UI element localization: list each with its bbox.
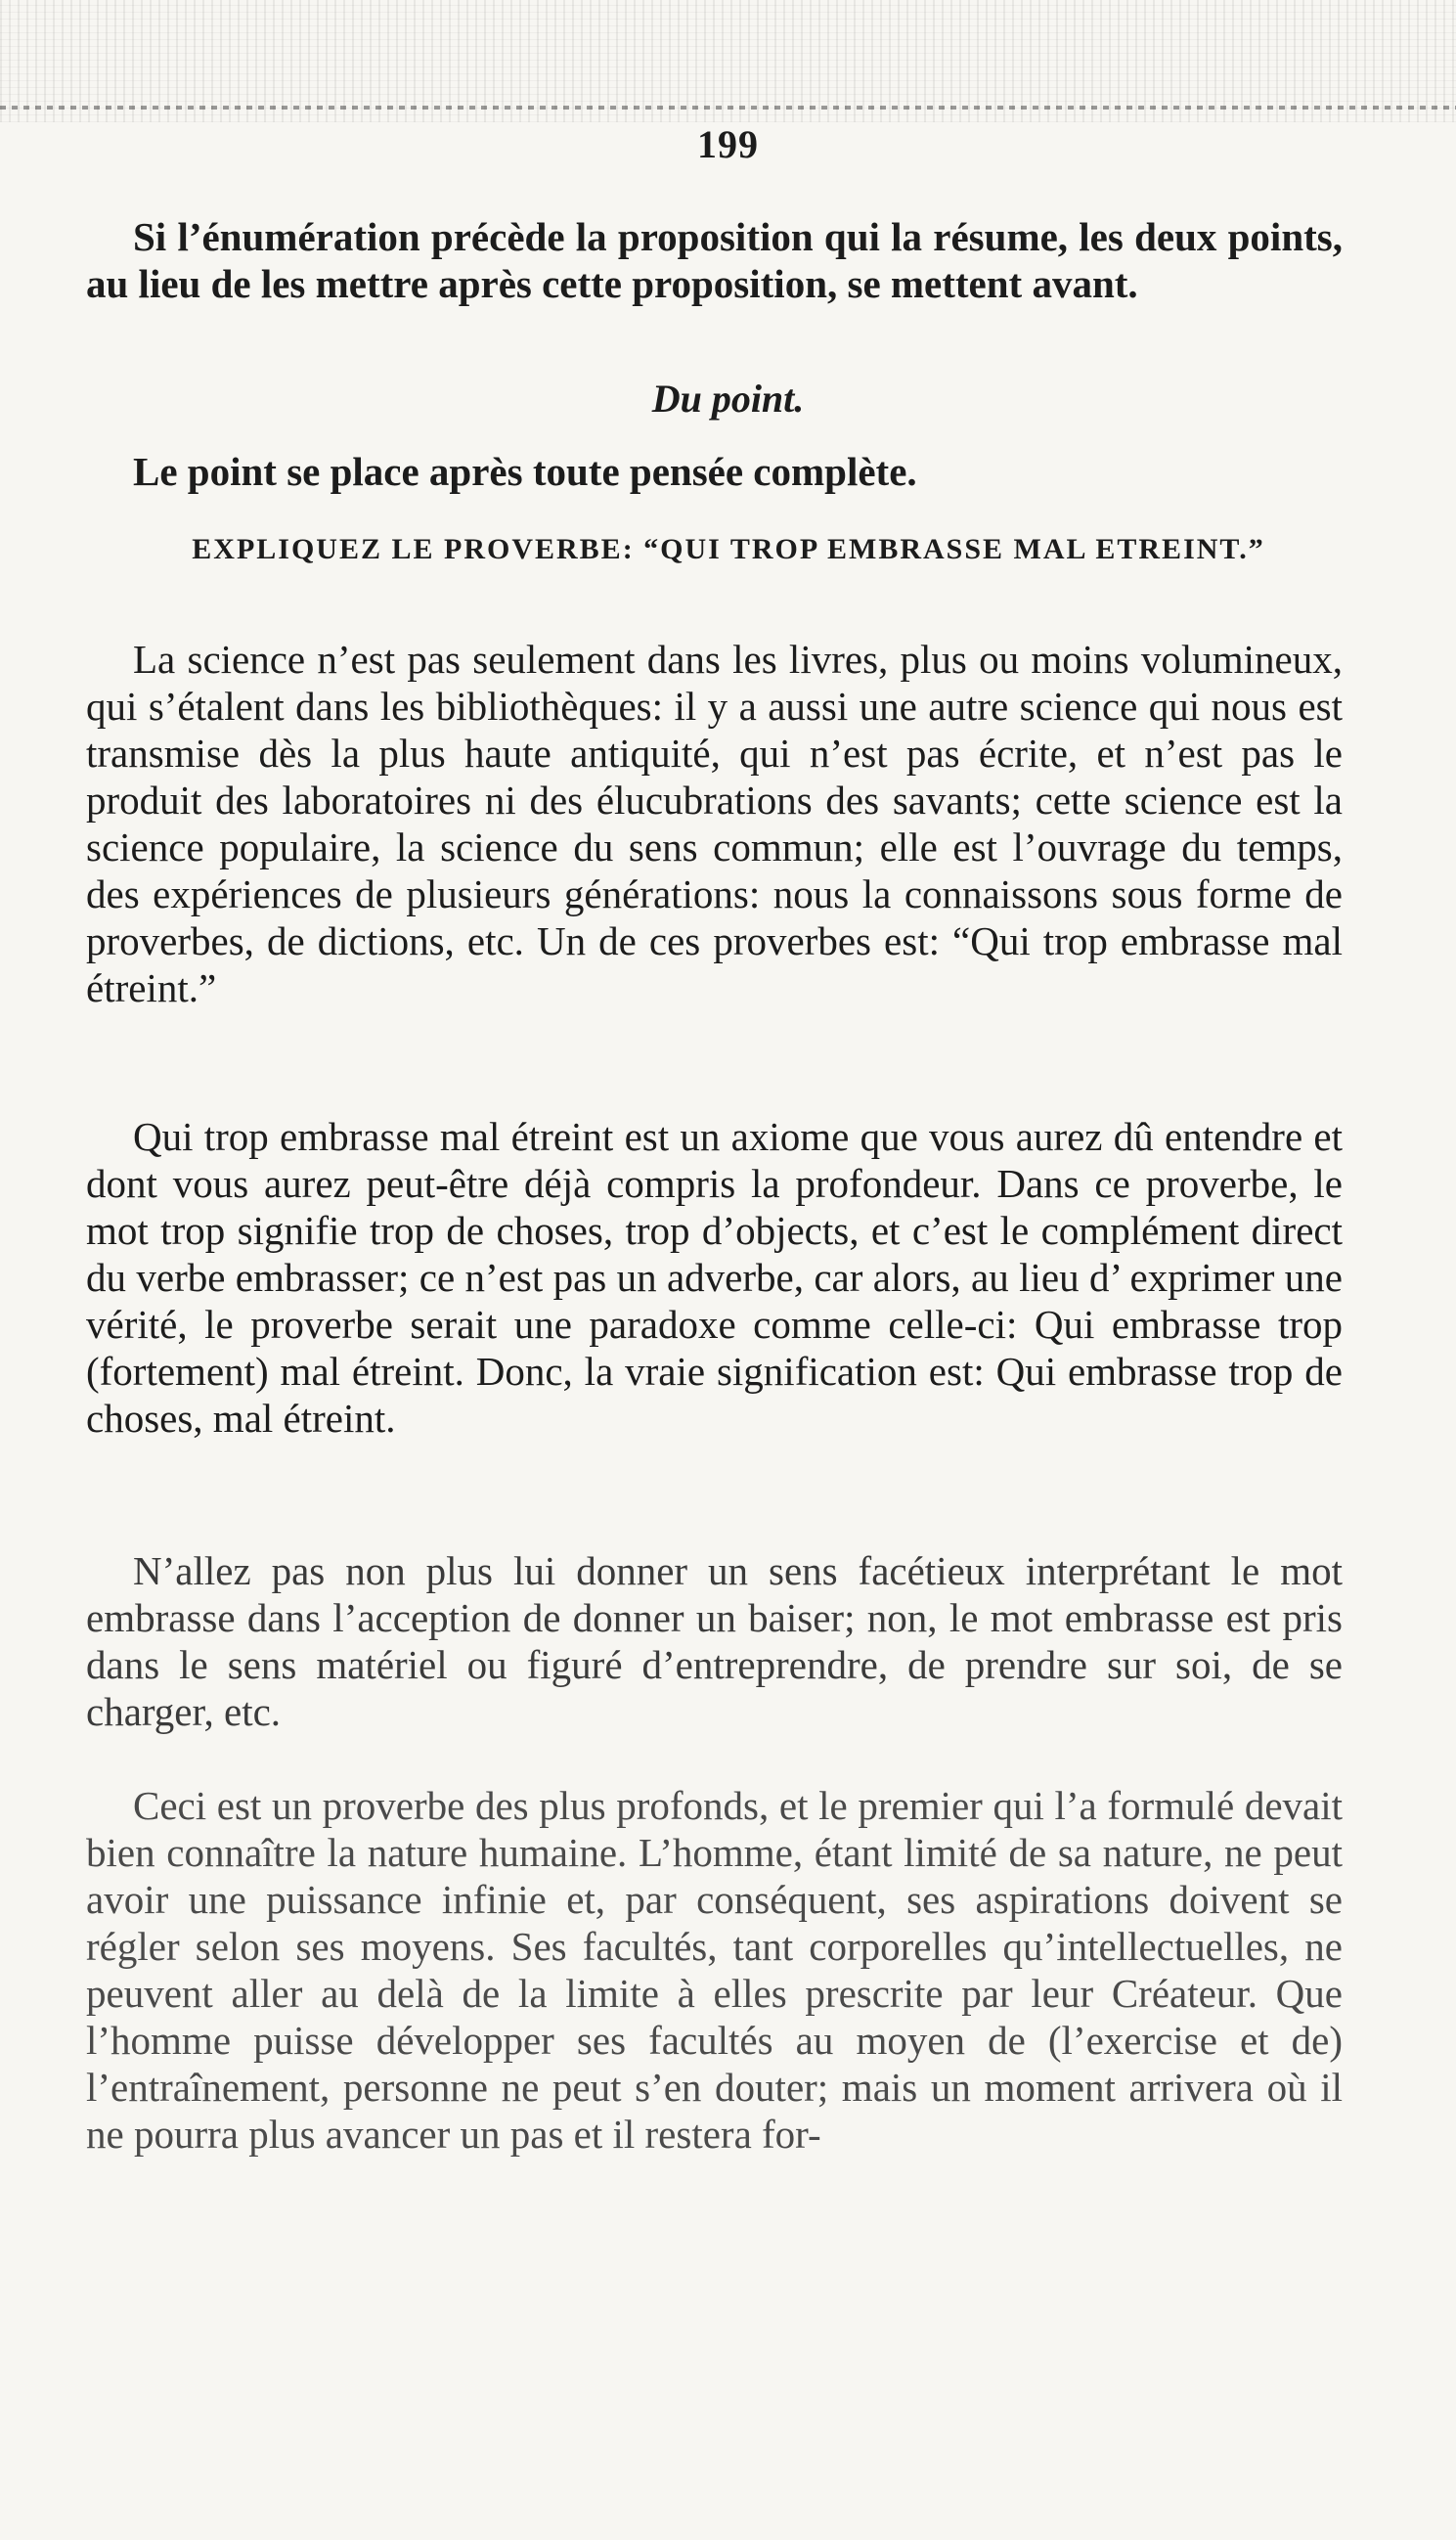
paragraph-axiome: Qui trop embrasse mal étreint est un axiome que vous aurez dû entendre et dont vous aurez peut-être déjà compris la profondeur. Dans ce proverbe, le mot trop signifie trop de choses, trop d’objects, et c’est le complément direct du verbe embrasser; ce n’est pas un adverbe, car alors, au lieu d’ exprimer une vérité, le proverbe serait une paradoxe comme celle-ci: Qui embrasse trop (fortement) mal étreint. Donc, la vraie signification est: Qui embrasse trop de choses, mal étreint. xyxy=(86,1114,1343,1441)
paragraph-proverbe: Ceci est un proverbe des plus profonds, et le premier qui l’a formulé devait bien connaître la nature humaine. L’homme, étant limité de sa nature, ne peut avoir une puissance infinie et, par conséquent, ses aspirations doivent se régler selon ses moyens. Ses facultés, tant corporelles qu’intellectuelles, ne peuvent aller au delà de la limite à elles prescrite par leur Créateur. Que l’homme puisse développer ses facultés au moyen de (l’exercise et de) l’entraînement, personne ne peut s’en douter; mais un moment arrivera où il ne pourra plus avancer un pas et il restera for- xyxy=(86,1783,1343,2157)
section-title: EXPLIQUEZ LE PROVERBE: “QUI TROP EMBRASSE MAL ETREINT.” xyxy=(192,533,1265,565)
point-rule-paragraph: Le point se place après toute pensée complète. xyxy=(133,449,917,494)
du-point-heading: Du point. xyxy=(651,377,805,421)
scan-noise xyxy=(0,0,1456,122)
page-number: 199 xyxy=(697,122,759,166)
header-rule xyxy=(0,106,1456,110)
paragraph-facetieux: N’allez pas non plus lui donner un sens facétieux interprétant le mot embrasse dans l’acception de donner un baiser; non, le mot embrasse est pris dans le sens matériel ou figuré d’entreprendre, de prendre sur soi, de se charger, etc. xyxy=(86,1548,1343,1734)
enumeration-paragraph: Si l’énumération précède la proposition qui la résume, les deux points, au lieu de les mettre après cette proposition, se mettent avant. xyxy=(86,214,1343,306)
paragraph-science: La science n’est pas seulement dans les livres, plus ou moins volumineux, qui s’étalent dans les bibliothèques: il y a aussi une autre science qui nous est transmise dès la plus haute antiquité, qui n’est pas écrite, et n’est pas le produit des laboratoires ni des élucubrations des savants; cette science est la science populaire, la science du sens commun; elle est l’ouvrage du temps, des expériences de plusieurs générations: nous la connaissons sous forme de proverbes, de dictions, etc. Un de ces proverbes est: “Qui trop embrasse mal étreint.” xyxy=(86,637,1343,1010)
